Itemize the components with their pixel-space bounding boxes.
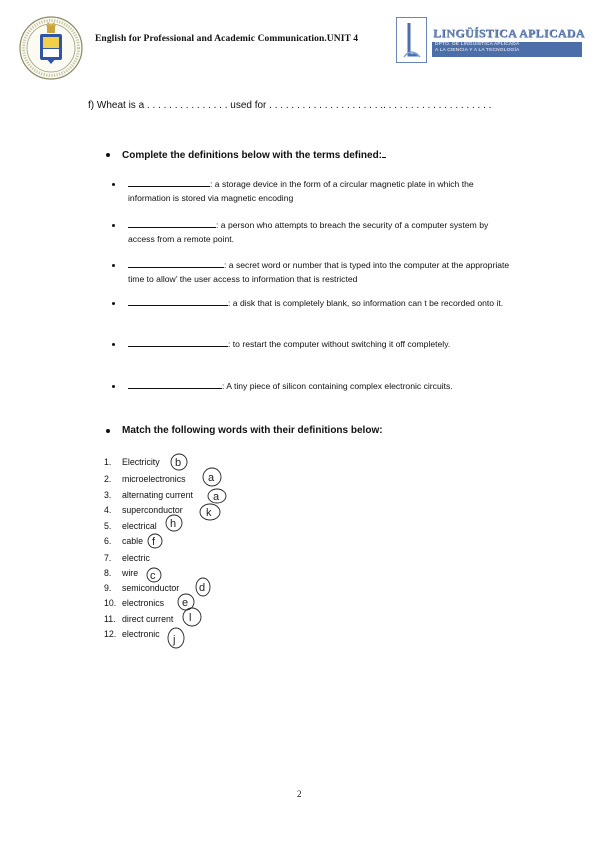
answer-letter: h bbox=[170, 518, 177, 530]
matching-heading: Match the following words with their definitions below: bbox=[122, 425, 383, 436]
logo-dept-line2: A LA CIENCIA Y A LA TECNOLOGÍA bbox=[435, 48, 520, 53]
answer-mark bbox=[183, 608, 201, 626]
answer-letter: a bbox=[208, 472, 215, 484]
answer-mark bbox=[168, 628, 184, 648]
answer-mark bbox=[148, 534, 162, 548]
answer-blank[interactable] bbox=[128, 380, 222, 389]
answer-letter: a bbox=[213, 491, 220, 503]
bullet-icon bbox=[112, 224, 115, 227]
university-seal-logo bbox=[18, 12, 84, 84]
definition-item: : a secret word or number that is typed into the computer at the appropriate time to allow’ the user access to information that is restricted bbox=[128, 260, 510, 284]
definition-item: : a person who attempts to breach the security of a computer system by access from a remote point. bbox=[128, 220, 489, 244]
bullet-icon bbox=[112, 385, 115, 388]
answer-letter: f bbox=[152, 536, 156, 548]
answer-letter: e bbox=[182, 597, 189, 609]
answer-mark bbox=[200, 504, 220, 520]
answer-mark bbox=[208, 489, 226, 503]
logo-dept-line1: DPTO. DE LINGÜÍSTICA APLICADA bbox=[435, 42, 520, 47]
logo-department-band bbox=[432, 42, 582, 57]
list-item: 7. electric bbox=[104, 553, 150, 563]
list-item: 8. wire bbox=[104, 568, 139, 578]
answer-letter: l bbox=[189, 612, 192, 624]
list-item: 9. semiconductor bbox=[104, 583, 180, 593]
definition-item: : a disk that is completely blank, so information can t be recorded onto it. bbox=[128, 296, 514, 310]
bullet-icon bbox=[112, 183, 115, 186]
answer-letter: k bbox=[206, 507, 212, 519]
answer-letter: b bbox=[175, 457, 182, 469]
answer-letter: c bbox=[150, 570, 156, 582]
list-item: 5. electrical bbox=[104, 521, 157, 531]
answer-blank[interactable] bbox=[128, 219, 216, 228]
bullet-icon bbox=[112, 264, 115, 267]
definition-item: : to restart the computer without switching it off completely. bbox=[128, 337, 514, 351]
answer-mark bbox=[166, 515, 182, 531]
list-item: 2. microelectronics bbox=[104, 474, 186, 484]
answer-mark bbox=[171, 454, 187, 470]
list-item: 11. direct current bbox=[104, 614, 174, 624]
answer-mark bbox=[203, 468, 221, 486]
list-item: 4. superconductor bbox=[104, 505, 183, 515]
answer-blank[interactable] bbox=[128, 178, 210, 187]
page-number: 2 bbox=[297, 789, 302, 799]
definitions-heading: Complete the definitions below with the terms defined: bbox=[122, 149, 386, 161]
answer-mark bbox=[178, 594, 194, 610]
definition-item: : A tiny piece of silicon containing complex electronic circuits. bbox=[128, 379, 514, 393]
bullet-icon bbox=[106, 429, 110, 433]
answer-mark bbox=[196, 578, 210, 596]
list-item: 6. cable bbox=[104, 536, 144, 546]
answer-letter: j bbox=[173, 634, 176, 646]
answer-mark bbox=[147, 568, 161, 582]
bullet-icon bbox=[112, 343, 115, 346]
definition-item: : a storage device in the form of a circular magnetic plate in which the information is stored via magnetic encoding bbox=[128, 179, 474, 203]
wheat-exercise-line: f) Wheat is a . . . . . . . . . . . . . . . used for . . . . . . . . . . . . . . . . . . . . .. . . . . . . . . . . . . . . . . . . . bbox=[88, 100, 492, 111]
answer-blank[interactable] bbox=[128, 297, 228, 306]
logo-name: LINGÜÍSTICA APLICADA bbox=[433, 26, 585, 40]
answer-blank[interactable] bbox=[128, 338, 228, 347]
list-item: 1. Electricity bbox=[104, 457, 160, 467]
bullet-icon bbox=[112, 302, 115, 305]
list-item: 10. electronics bbox=[104, 598, 165, 608]
list-item: 12. electronic bbox=[104, 629, 160, 639]
header-title: English for Professional and Academic Communication.UNIT 4 bbox=[95, 34, 359, 44]
answer-letter: d bbox=[199, 582, 206, 594]
bullet-icon bbox=[106, 153, 110, 157]
answer-blank[interactable] bbox=[128, 259, 224, 268]
list-item: 3. alternating current bbox=[104, 490, 193, 500]
